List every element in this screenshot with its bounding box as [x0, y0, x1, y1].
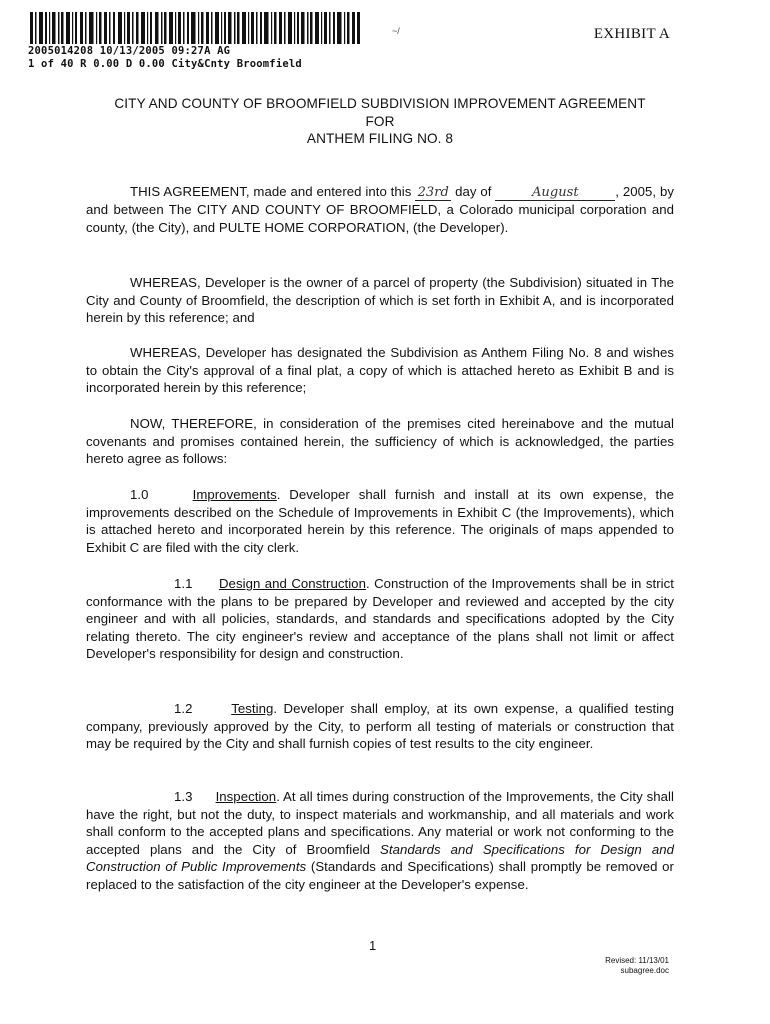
- intro-text-post: , 2005, by and between The CITY AND COUNTY OF BROOMFIELD, a Colorado municipal corporation and county, (the City), and PULTE HOME CORPORATION, (the Developer).: [86, 184, 674, 235]
- recording-stamp-line-1: 2005014208 10/13/2005 09:27A AG: [28, 45, 231, 57]
- section-1-0-number: 1.0: [130, 487, 149, 502]
- section-1-2-number: 1.2: [174, 701, 193, 716]
- agreement-intro-paragraph: [86, 183, 674, 236]
- exhibit-label: EXHIBIT A: [593, 26, 670, 42]
- section-1-3-standards-title: Standards and Specifications for Design and Construction of Public Improvements: [86, 841, 674, 875]
- whereas-paragraph-1: WHEREAS, Developer is the owner of a parcel of property (the Subdivision) situated in The City and County of Broomfield, the description of which is set forth in Exhibit A, and is incorporated herein by this reference; and: [86, 275, 674, 326]
- now-therefore-paragraph: NOW, THEREFORE, in consideration of the premises cited hereinabove and the mutual covenants and promises contained herein, the sufficiency of which is acknowledged, the parties hereto agree as follows:: [86, 416, 674, 467]
- recording-barcode: [30, 12, 360, 44]
- document-title: [80, 95, 680, 148]
- revision-filename: subagree.doc: [620, 966, 669, 975]
- section-1-1: [86, 575, 674, 663]
- section-1-3-heading: Inspection: [215, 789, 277, 804]
- handwritten-month: August: [495, 186, 615, 201]
- section-1-2-heading: Testing: [231, 701, 274, 716]
- section-1-1-number: 1.1: [174, 576, 193, 591]
- section-1-2: [86, 700, 674, 753]
- margin-scribble: ~/: [392, 26, 400, 36]
- recording-stamp-line-2: 1 of 40 R 0.00 D 0.00 City&Cnty Broomfield: [28, 58, 302, 70]
- section-1-3-text-b: (Standards and Specifications) shall promptly be removed or replaced to the satisfaction of the city engineer at the Developer's expense.: [86, 859, 674, 892]
- revision-date: Revised: 11/13/01: [605, 956, 669, 965]
- intro-text-mid: day of: [455, 184, 492, 199]
- revision-note: [605, 956, 669, 976]
- section-1-2-text: . Developer shall employ, at its own expense, a qualified testing company, previously approved by the City, to perform all testing of materials or construction that may be required by the City and shall furnish copies of test results to the city engineer.: [86, 701, 674, 752]
- section-1-3-number: 1.3: [174, 789, 193, 804]
- page-number: 1: [369, 938, 377, 953]
- section-1-3-text-a: . At all times during construction of the Improvements, the City shall have the right, but not the duty, to inspect materials and workmanship, and all materials and work shall conform to the accepted plans and specifications. Any material or work not conforming to the accepted plans and the City of Broomfield: [86, 789, 674, 857]
- intro-text-pre: THIS AGREEMENT, made and entered into this: [130, 184, 412, 199]
- section-1-1-heading: Design and Construction: [218, 576, 366, 591]
- title-line-1: CITY AND COUNTY OF BROOMFIELD SUBDIVISION IMPROVEMENT AGREEMENT: [114, 96, 646, 111]
- section-1-0-heading: Improvements: [192, 487, 277, 502]
- section-1-3: [86, 788, 674, 894]
- title-line-3: ANTHEM FILING NO. 8: [306, 131, 454, 146]
- section-1-0: [86, 486, 674, 556]
- title-line-2: FOR: [365, 113, 395, 129]
- section-1-0-text: . Developer shall furnish and install at its own expense, the improvements described on the Schedule of Improvements in Exhibit C (the Improvements), which is attached hereto and incorporated herein by this reference. The originals of maps appended to Exhibit C are filed with the city clerk.: [86, 487, 674, 555]
- section-1-1-text: . Construction of the Improvements shall be in strict conformance with the plans to be prepared by Developer and reviewed and accepted by the city engineer and with all policies, standards, and standards and specifications adopted by the City relating thereto. The city engineer's review and acceptance of the plans shall not limit or affect Developer's responsibility for design and construction.: [86, 576, 674, 662]
- whereas-paragraph-2: WHEREAS, Developer has designated the Subdivision as Anthem Filing No. 8 and wishes to obtain the City's approval of a final plat, a copy of which is attached hereto as Exhibit B and is incorporated herein by this reference;: [86, 345, 674, 396]
- handwritten-day: 23rd: [415, 186, 451, 201]
